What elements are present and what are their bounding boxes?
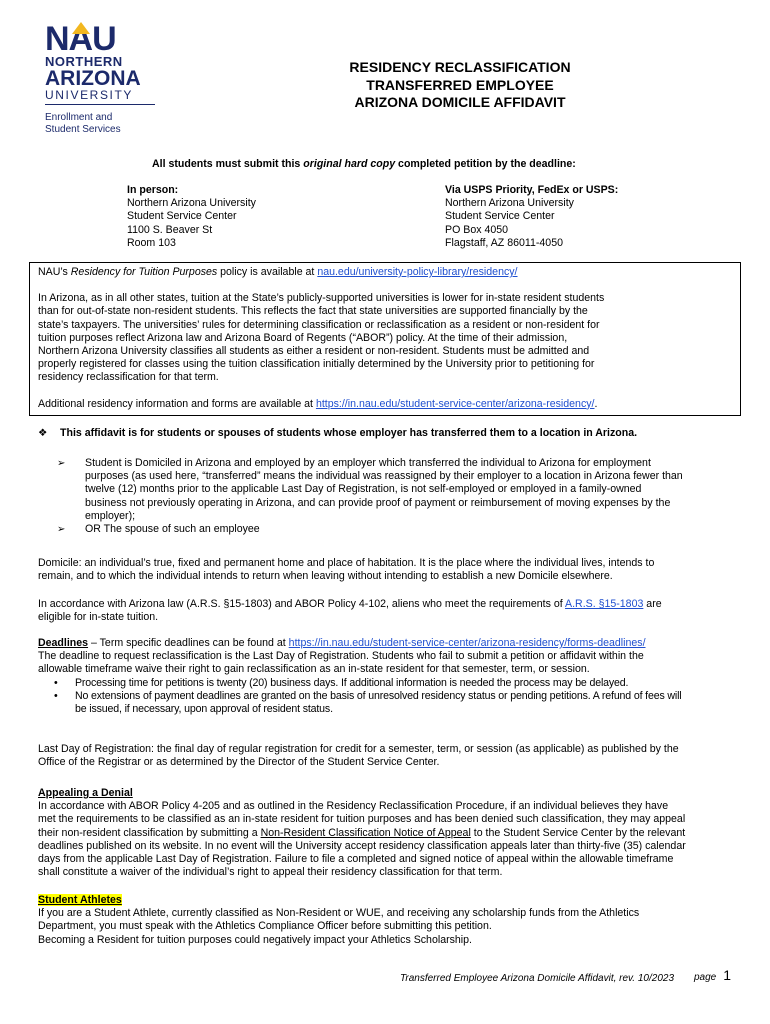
criteria-list [57, 457, 737, 536]
footer-page: page 1 [694, 967, 731, 983]
deadlines-link[interactable]: https://in.nau.edu/student-service-center/arizona-residency/forms-deadlines/ [288, 637, 646, 649]
logo-triangle-icon [72, 22, 90, 34]
appeal-heading: Appealing a Denial [38, 787, 133, 799]
criteria-item: ➢ Student is Domiciled in Arizona and employed by an employer which transferred the individual to Arizona for employment purposes (as used here, “transferred” means the individual was reassigned by their employer to a location in Arizona fewer than twelve (12) months prior to the applicable Last Day of Registration, is not self-employed or employed in a family-owned business not previously operating in Arizona, and can provide proof of payment or reimbursement of moving expenses by the employer); [57, 457, 737, 523]
logo-sub-2: Student Services [45, 123, 121, 135]
residency-link[interactable]: https://in.nau.edu/student-service-center/arizona-residency/ [315, 397, 595, 410]
policy-box-content [38, 266, 738, 411]
ars-link[interactable]: A.R.S. §15-1803 [565, 598, 644, 610]
deadlines-heading: Deadlines [38, 637, 89, 649]
logo-sub-1: Enrollment and [45, 112, 113, 123]
mail-address: Via USPS Priority, FedEx or USPS: Northern Arizona University Student Service Center PO Box 4050 Flagstaff, AZ 86011-4050 [445, 184, 619, 249]
logo-university: UNIVERSITY [45, 89, 155, 105]
criteria-item: ➢ OR The spouse of such an employee [57, 523, 737, 536]
policy-line: NAU’s Residency for Tuition Purposes policy is available at nau.edu/university-policy-library/residency/ [38, 266, 518, 278]
deadline-bullet: • No extensions of payment deadlines are granted on the basis of unresolved residency status or pending petitions. A refund of fees will be issued, if necessary, upon approval of resident status. [38, 690, 758, 716]
logo-arizona: ARIZONA [45, 67, 141, 90]
nau-mark-logo: NAU [45, 20, 116, 58]
diamond-bullet-icon: ❖ [38, 427, 48, 439]
in-person-address: In person: Northern Arizona University Student Service Center 1100 S. Beaver St Room 103 [127, 184, 256, 249]
notice-of-appeal-link[interactable]: Non-Resident Classification Notice of Appeal [260, 826, 471, 839]
page-title: RESIDENCY RECLASSIFICATION TRANSFERRED EMPLOYEE ARIZONA DOMICILE AFFIDAVIT [349, 59, 571, 110]
footer-form-name: Transferred Employee Arizona Domicile Affidavit, rev. 10/2023 [400, 973, 675, 984]
deadlines-section: Deadlines – Term specific deadlines can be found at https://in.nau.edu/student-service-center/arizona-residency/forms-deadlines/ The deadline to request reclassification is the Last Day of Registration. Students who fail to submit a petition or affidavit within the allowable timeframe waive their right to gain reclassification as an in-state resident for that semester, term, or session. • Processing time for petitions is twenty (20) business days. If additional information is needed the process may be delayed. • No extensions of payment deadlines are granted on the basis of unresolved residency status or pending petitions. A refund of fees will be issued, if necessary, upon approval of resident status. [38, 637, 758, 716]
affidavit-note: ❖ This affidavit is for students or spouses of students whose employer has transferred them to a location in Arizona. [38, 427, 638, 439]
logo-northern: NORTHERN [45, 54, 123, 69]
domicile-definition: Domicile: an individual’s true, fixed and permanent home and place of habitation. It is the place where the individual lives, intends to remain, and to which the individual intends to return when leaving without intending to establish a new Domicile elsewhere. [38, 557, 655, 583]
appeal-section: Appealing a Denial In accordance with ABOR Policy 4-205 and as outlined in the Residency Reclassification Procedure, if an individual believes they have met the requirements to be classified as an in-state resident for tuition purposes and has been denied such classification, they may appeal their non-resident classification by submitting a Non-Resident Classification Notice of Appeal to the Student Service Center by the relevant deadlines published on its website. In no event will the University accept residency classification appeals later than thirty-five (35) calendar days from the applicable Last Day of Registration. Failure to file a completed and signed notice of appeal within the allowable timeframe shall constitute a waiver of the individual’s right to appeal their residency classification for that term. [38, 787, 758, 879]
additional-info-line: Additional residency information and forms are available at https://in.nau.edu/student-service-center/arizona-residency/. [38, 397, 598, 410]
submit-instructions: All students must submit this original hard copy completed petition by the deadline: [152, 158, 576, 170]
deadline-bullet: • Processing time for petitions is twenty (20) business days. If additional information is needed the process may be delayed. [38, 677, 758, 690]
nau-logo [45, 20, 155, 135]
athletes-section: Student Athletes If you are a Student Athlete, currently classified as Non-Resident or WUE, and receiving any scholarship funds from the Athletics Department, you must speak with the Athletics Compliance Officer before submitting this petition. Becoming a Resident for tuition purposes could negatively impact your Athletics Scholarship. [38, 894, 640, 946]
law-paragraph: In accordance with Arizona law (A.R.S. §15-1803) and ABOR Policy 4-102, aliens who meet the requirements of A.R.S. §15-1803 are eligible for in-state tuition. [38, 598, 662, 624]
policy-body: In Arizona, as in all other states, tuition at the State’s publicly-supported universities is lower for in-state resident students than for out-of-state non-resident students. This reflects the fact that state universities are supported financially by the state’s taxpayers. The universities’ rules for determining classification or reclassification as a resident or non-resident for tuition purposes reflect Arizona law and Arizona Board of Regents (“ABOR”) policy. At the time of their admission, Northern Arizona University classifies all students as either a resident or non-resident. Students must be admitted and properly registered for classes using the tuition classification initially determined by the University prior to petitioning for residency reclassification for that term. [38, 292, 605, 384]
athletes-heading: Student Athletes [38, 894, 122, 906]
last-day-definition: Last Day of Registration: the final day of regular registration for credit for a semester, term, or session (as applicable) as published by the Office of the Registrar or as determined by the Director of the Student Service Center. [38, 743, 679, 769]
policy-link[interactable]: nau.edu/university-policy-library/residency/ [317, 266, 518, 278]
